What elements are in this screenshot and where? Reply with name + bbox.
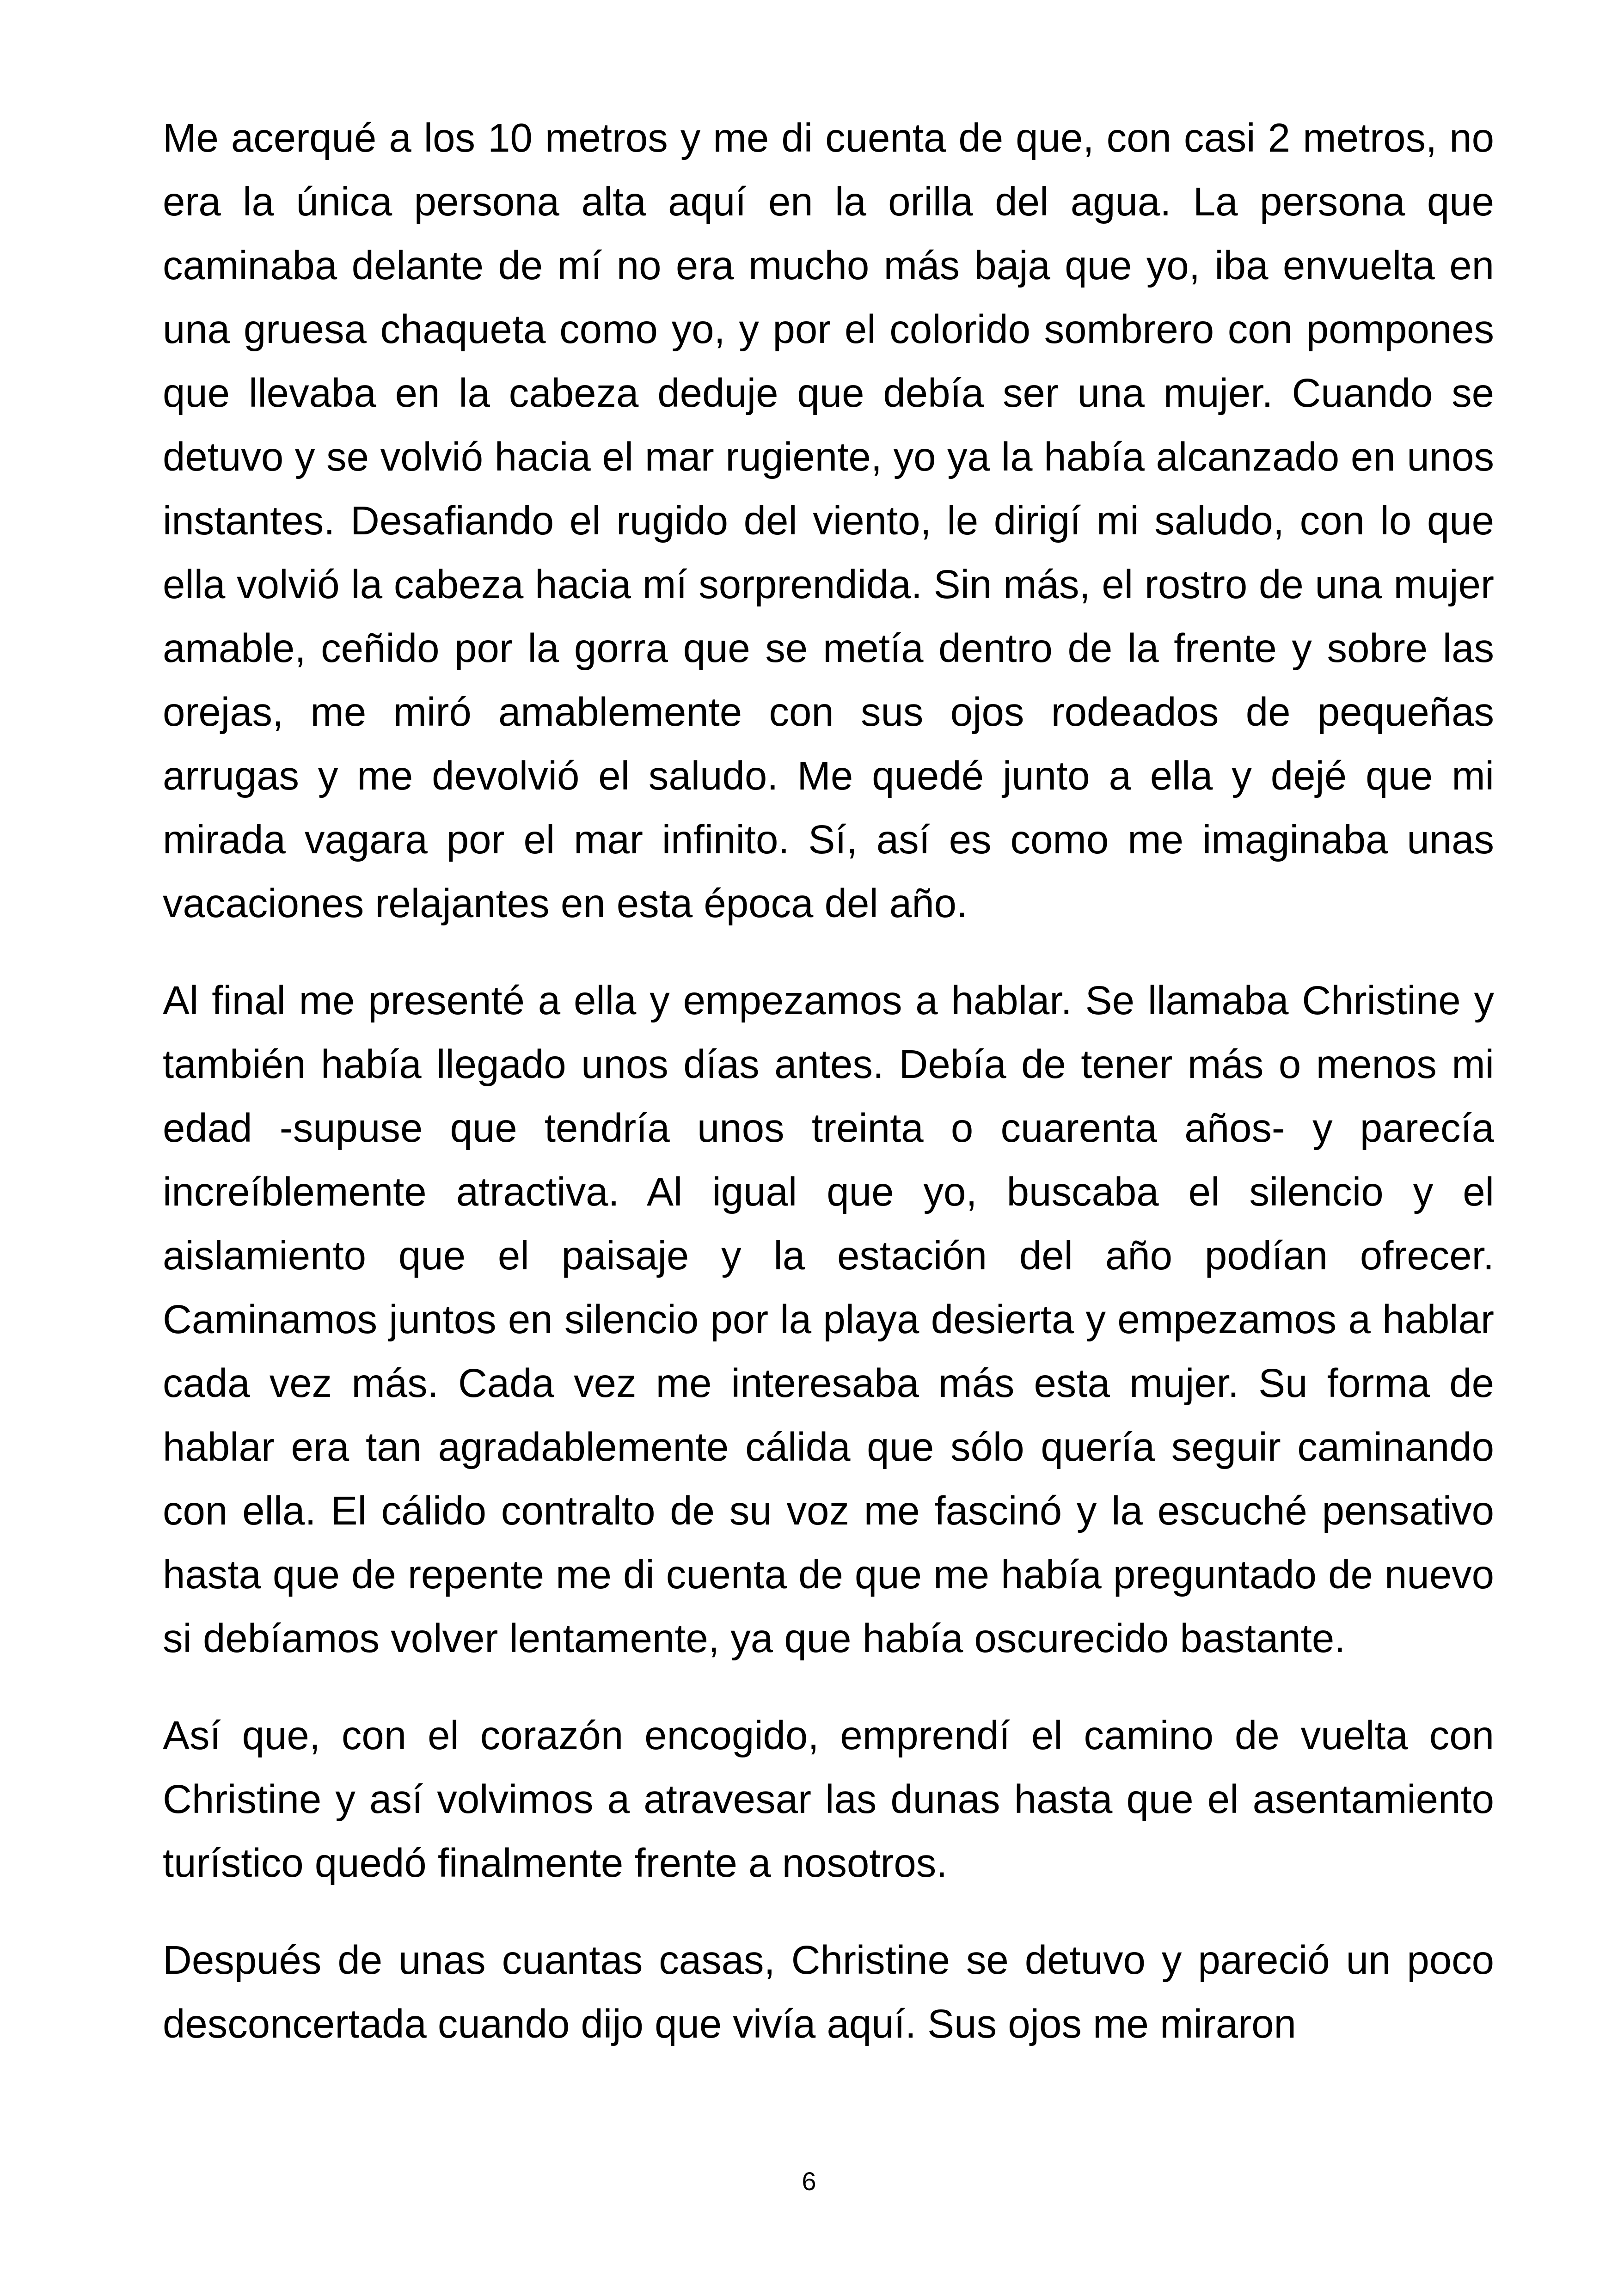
body-text	[163, 106, 1494, 2056]
page-number: 6	[802, 2167, 816, 2196]
paragraph-1: Me acerqué a los 10 metros y me di cuenta de que, con casi 2 metros, no era la única persona alta aquí en la orilla del agua. La persona que caminaba delante de mí no era mucho más baja que yo, iba envuelta en una gruesa chaqueta como yo, y por el colorido sombrero con pompones que llevaba en la cabeza deduje que debía ser una mujer. Cuando se detuvo y se volvió hacia el mar rugiente, yo ya la había alcanzado en unos instantes. Desafiando el rugido del viento, le dirigí mi saludo, con lo que ella volvió la cabeza hacia mí sorprendida. Sin más, el rostro de una mujer amable, ceñido por la gorra que se metía dentro de la frente y sobre las orejas, me miró amablemente con sus ojos rodeados de pequeñas arrugas y me devolvió el saludo. Me quedé junto a ella y dejé que mi mirada vagara por el mar infinito. Sí, así es como me imaginaba unas vacaciones relajantes en esta época del año.	[163, 116, 1494, 926]
paragraph-3: Así que, con el corazón encogido, emprendí el camino de vuelta con Christine y así volvimos a atravesar las dunas hasta que el asentamiento turístico quedó finalmente frente a nosotros.	[163, 1713, 1494, 1886]
paragraph-2: Al final me presenté a ella y empezamos a hablar. Se llamaba Christine y también había llegado unos días antes. Debía de tener más o menos mi edad -supuse que tendría unos treinta o cuarenta años- y parecía increíblemente atractiva. Al igual que yo, buscaba el silencio y el aislamiento que el paisaje y la estación del año podían ofrecer. Caminamos juntos en silencio por la playa desierta y empezamos a hablar cada vez más. Cada vez me interesaba más esta mujer. Su forma de hablar era tan agradablemente cálida que sólo quería seguir caminando con ella. El cálido contralto de su voz me fascinó y la escuché pensativo hasta que de repente me di cuenta de que me había preguntado de nuevo si debíamos volver lentamente, ya que había oscurecido bastante.	[163, 978, 1494, 1661]
paragraph-4: Después de unas cuantas casas, Christine se detuvo y pareció un poco desconcertada cuando dijo que vivía aquí. Sus ojos me miraron	[163, 1938, 1494, 2046]
